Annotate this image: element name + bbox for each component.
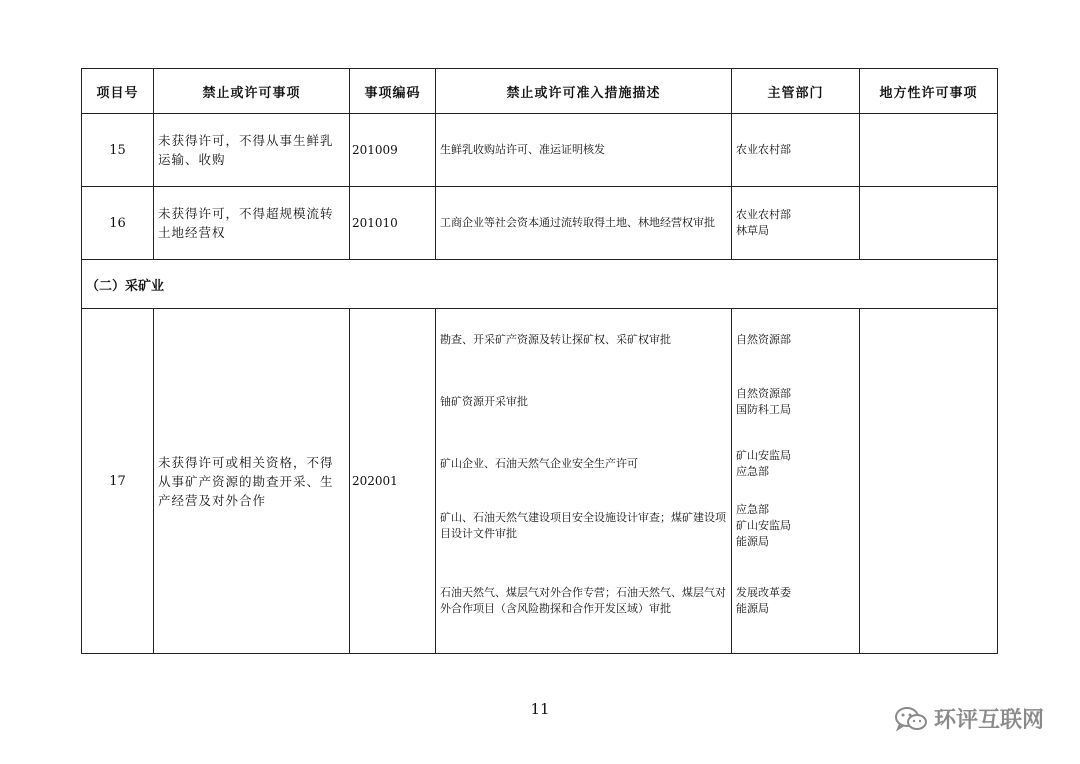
row-item: 未获得许可，不得从事生鲜乳运输、收购 bbox=[154, 114, 350, 187]
row-code: 202001 bbox=[350, 309, 436, 654]
header-local: 地方性许可事项 bbox=[860, 69, 998, 114]
table-row bbox=[82, 187, 998, 260]
dept-line: 国防科工局 bbox=[736, 403, 791, 416]
row-item: 未获得许可，不得超规模流转土地经营权 bbox=[154, 187, 350, 260]
row-local bbox=[860, 114, 998, 187]
dept-line: 发展改革委 bbox=[736, 586, 791, 599]
row-item: 未获得许可或相关资格，不得从事矿产资源的勘查开采、生产经营及对外合作 bbox=[154, 309, 350, 654]
category-row bbox=[82, 260, 998, 309]
header-description: 禁止或许可准入措施描述 bbox=[436, 69, 732, 114]
header-department: 主管部门 bbox=[732, 69, 860, 114]
row-no: 15 bbox=[82, 114, 154, 187]
measure-dept bbox=[736, 557, 855, 645]
row-local bbox=[860, 309, 998, 654]
dept-line: 能源局 bbox=[736, 602, 769, 615]
measure-desc: 矿山、石油天然气建设项目安全设施设计审查；煤矿建设项目设计文件审批 bbox=[440, 511, 726, 540]
table-header-row bbox=[82, 69, 998, 114]
row-local bbox=[860, 187, 998, 260]
row-desc: 生鲜乳收购站许可、准运证明核发 bbox=[436, 114, 732, 187]
measure-dept bbox=[736, 309, 855, 371]
measure-dept bbox=[736, 371, 855, 433]
measures-dept-cell bbox=[732, 309, 860, 654]
dept-line: 自然资源部 bbox=[736, 333, 791, 346]
measure-desc: 石油天然气、煤层气对外合作专营；石油天然气、煤层气对外合作项目（含风险勘探和合作开发区域）审批 bbox=[440, 586, 726, 615]
watermark bbox=[894, 703, 1044, 734]
measures-desc-cell bbox=[436, 309, 732, 654]
header-code: 事项编码 bbox=[350, 69, 436, 114]
row-dept bbox=[732, 187, 860, 260]
dept-line: 矿山安监局 bbox=[736, 449, 791, 462]
table-row bbox=[82, 114, 998, 187]
measure-desc: 勘查、开采矿产资源及转让探矿权、采矿权审批 bbox=[440, 333, 671, 346]
dept-line: 林草局 bbox=[736, 224, 769, 237]
header-item: 禁止或许可事项 bbox=[154, 69, 350, 114]
measure-dept bbox=[736, 495, 855, 557]
row-no: 16 bbox=[82, 187, 154, 260]
category-label: （二）采矿业 bbox=[82, 260, 998, 309]
row-code: 201009 bbox=[350, 114, 436, 187]
header-project-no: 项目号 bbox=[82, 69, 154, 114]
wechat-icon bbox=[894, 706, 928, 732]
dept-line: 矿山安监局 bbox=[736, 519, 791, 532]
page-number: 11 bbox=[530, 700, 550, 718]
row-code: 201010 bbox=[350, 187, 436, 260]
measure-desc: 矿山企业、石油天然气企业安全生产许可 bbox=[440, 457, 638, 470]
measure-dept bbox=[736, 433, 855, 495]
watermark-text: 环评互联网 bbox=[933, 708, 1044, 733]
row-desc: 工商企业等社会资本通过流转取得土地、林地经营权审批 bbox=[436, 187, 732, 260]
license-table bbox=[81, 68, 998, 654]
row-no: 17 bbox=[82, 309, 154, 654]
dept-line: 能源局 bbox=[736, 535, 769, 548]
measure-desc: 铀矿资源开采审批 bbox=[440, 395, 528, 408]
dept-line: 自然资源部 bbox=[736, 387, 791, 400]
dept-line: 应急部 bbox=[736, 503, 769, 516]
dept-line: 应急部 bbox=[736, 465, 769, 478]
dept-line: 农业农村部 bbox=[736, 208, 791, 221]
table-row bbox=[82, 309, 998, 654]
row-dept: 农业农村部 bbox=[732, 114, 860, 187]
